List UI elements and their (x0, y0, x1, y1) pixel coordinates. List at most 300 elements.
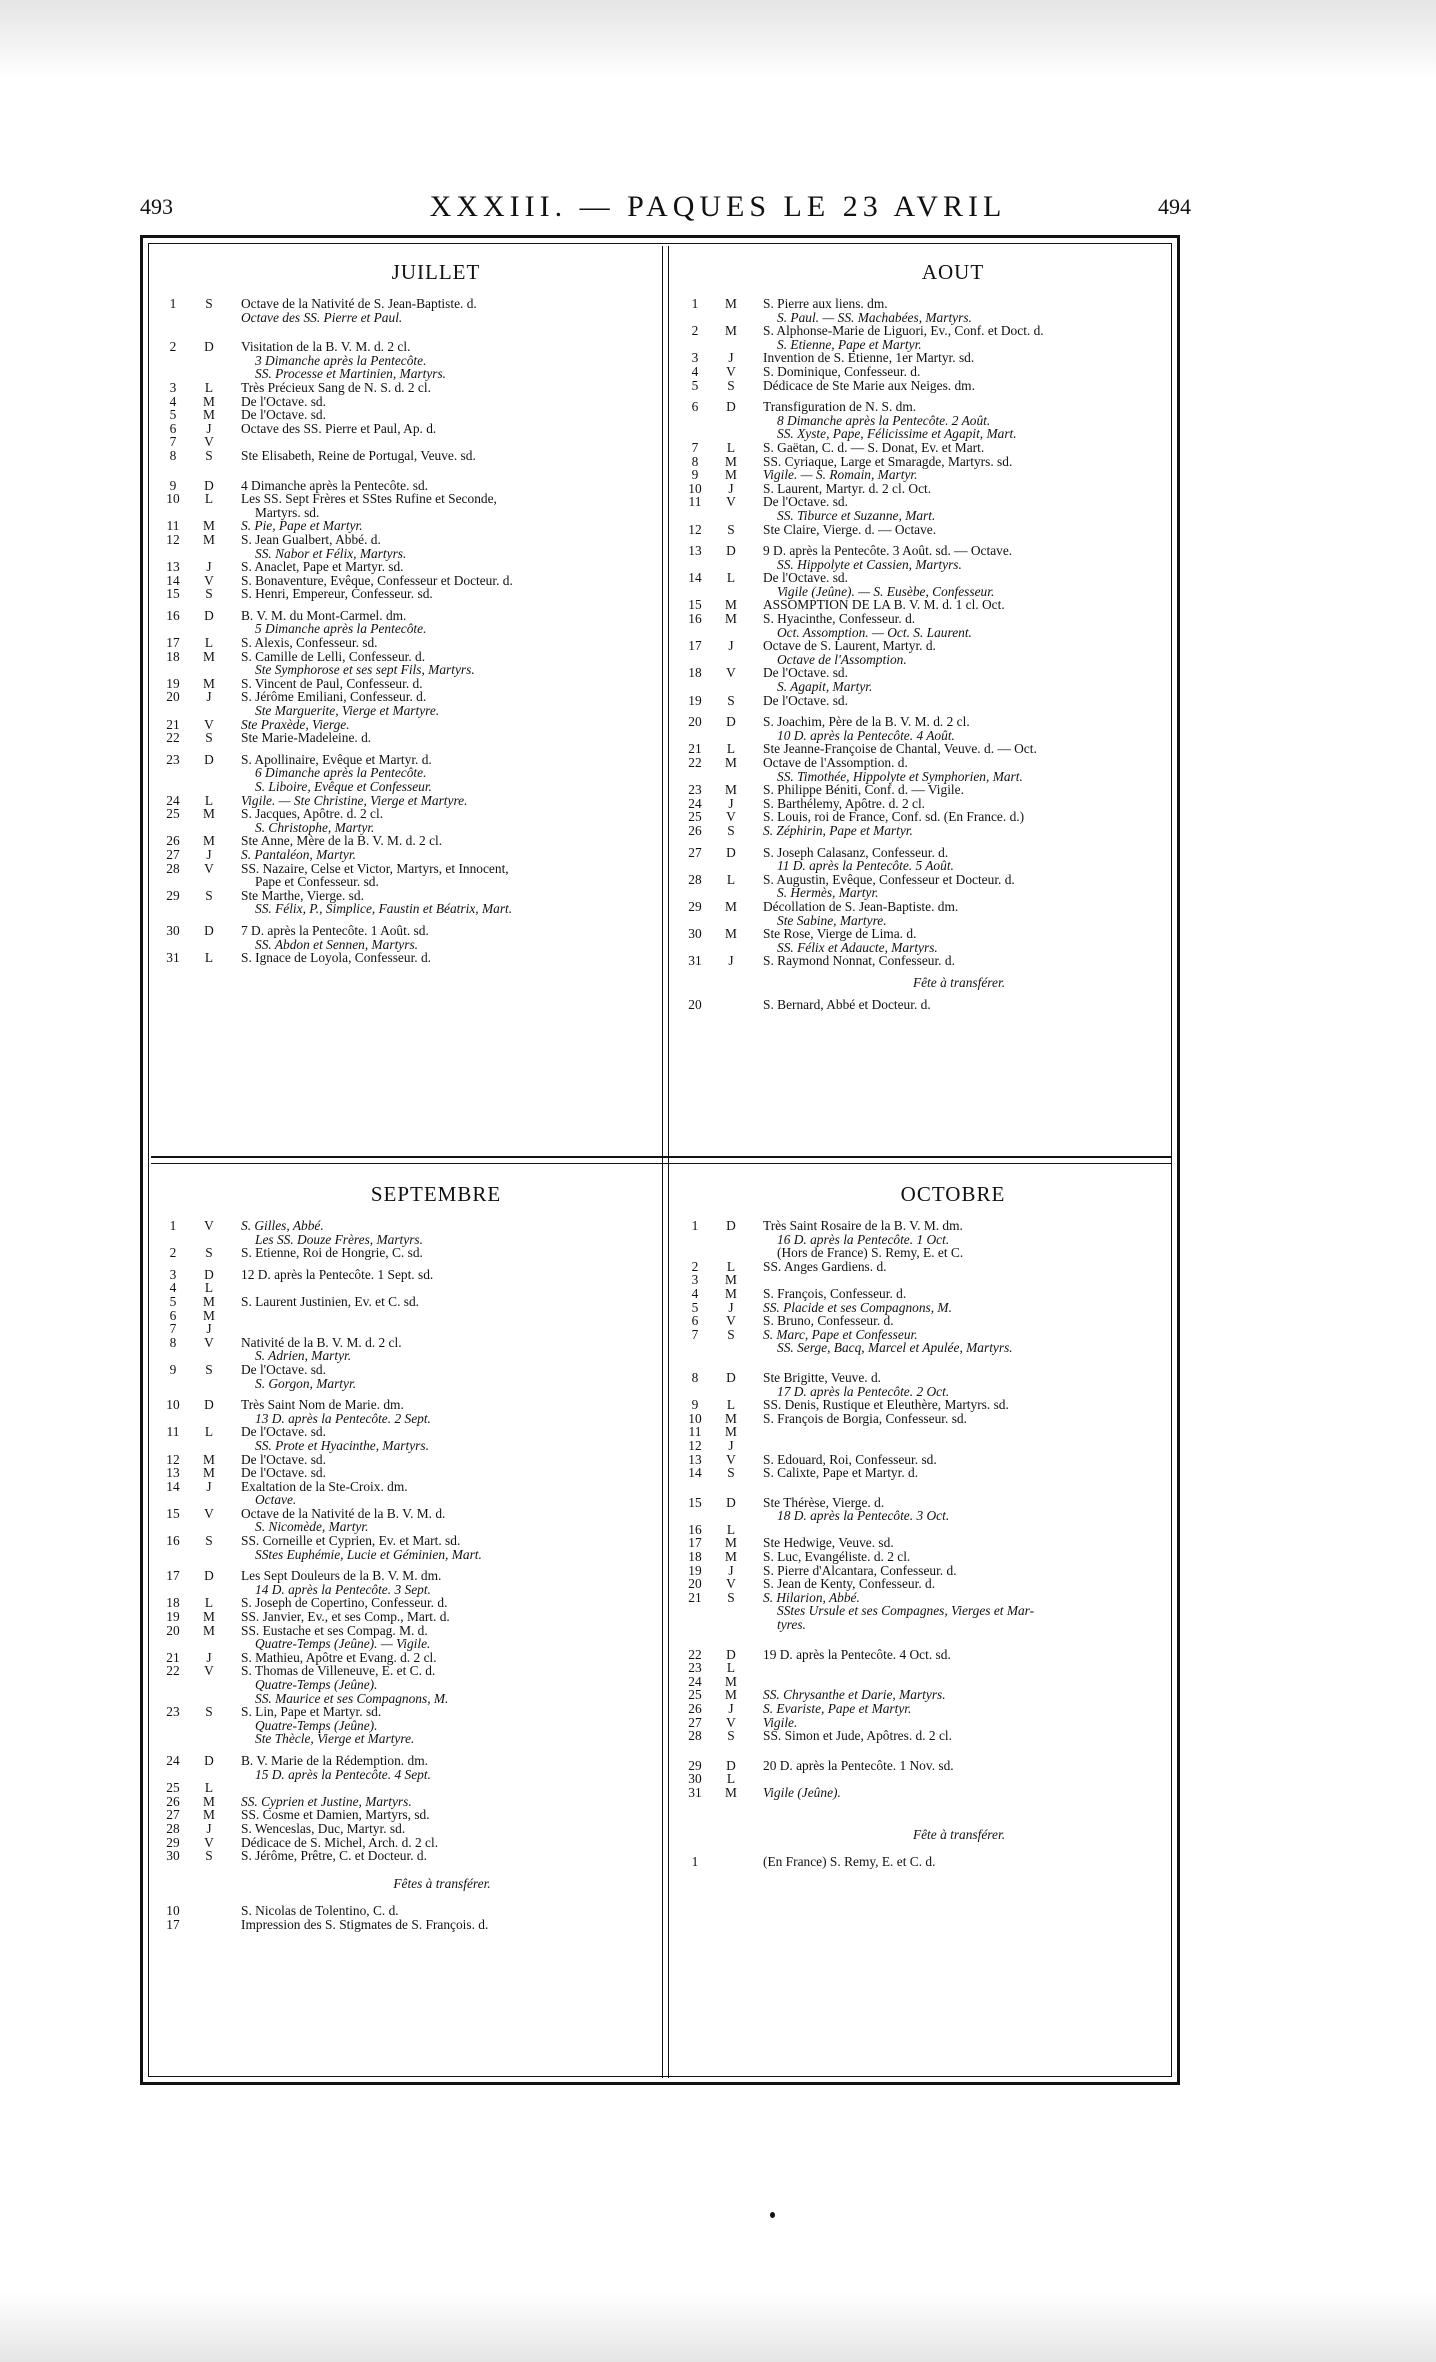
feast-text: Fêtes à transférer. (393, 1875, 491, 1891)
feast-text: S. Gaëtan, C. d. — S. Donat, Ev. et Mart. (763, 439, 985, 455)
day-number: 20 (166, 689, 180, 705)
day-number: 12 (166, 1451, 180, 1467)
calendar-row (151, 1425, 661, 1439)
calendar-row (151, 1412, 661, 1426)
weekday-letter: S (205, 586, 213, 602)
calendar-row (673, 1301, 1173, 1315)
day-number: 19 (688, 1562, 702, 1578)
calendar-row (673, 1398, 1173, 1412)
feast-text: S. Pantaléon, Martyr. (241, 846, 356, 862)
day-number: 23 (688, 1660, 702, 1676)
calendar-row (151, 1610, 661, 1624)
calendar-row (151, 1246, 661, 1260)
feast-text: S. Edouard, Roi, Confesseur. sd. (763, 1451, 937, 1467)
feast-text (223, 1309, 661, 1323)
calendar-row (673, 523, 1173, 537)
weekday-letter: J (728, 480, 734, 496)
calendar-row (673, 1385, 1173, 1399)
day-number: 7 (691, 1326, 699, 1342)
weekday-letter: D (726, 1757, 736, 1773)
calendar-row (151, 1678, 661, 1692)
feast-text: Quatre-Temps (Jeûne). (255, 1677, 378, 1692)
weekday-letter: J (206, 846, 212, 862)
day-number: 16 (688, 611, 702, 627)
weekday-letter (717, 338, 745, 352)
calendar-row (151, 479, 661, 493)
day-number: 13 (688, 1451, 702, 1467)
feast-text: SS. Denis, Rustique et Eleuthère, Martyrs. sd. (763, 1397, 1009, 1413)
calendar-row (151, 862, 661, 876)
weekday-letter: J (728, 638, 734, 654)
calendar-row (673, 1675, 1173, 1689)
feast-text: S. Bruno, Confesseur. d. (763, 1313, 894, 1329)
weekday-letter: S (727, 1589, 735, 1605)
month-title: SEPTEMBRE (370, 1182, 502, 1206)
day-number: 7 (169, 1321, 177, 1337)
feast-text: 20 D. après la Pentecôte. 1 Nov. sd. (763, 1757, 954, 1773)
calendar-row (151, 1548, 661, 1562)
calendar-row (673, 365, 1173, 379)
weekday-letter: J (206, 559, 212, 575)
row-spacer (673, 1743, 1173, 1751)
month-title: JUILLET (391, 260, 481, 284)
day-number: 2 (169, 339, 177, 355)
day-number: 10 (166, 1903, 180, 1919)
weekday-letter (195, 1732, 223, 1746)
weekday-letter: D (726, 714, 736, 730)
feast-text: S. Barthélemy, Apôtre. d. 2 cl. (763, 795, 926, 811)
day-number (673, 338, 717, 352)
feast-text: S. Alexis, Confesseur. sd. (241, 635, 378, 651)
day-number (151, 1768, 195, 1782)
calendar-row (673, 311, 1173, 325)
calendar-row (151, 821, 661, 835)
feast-text: Ste Hedwige, Veuve. sd. (763, 1535, 894, 1551)
feast-text: Dédicace de Ste Marie aux Neiges. dm. (763, 377, 975, 393)
day-number: 13 (688, 543, 702, 559)
day-number: 2 (169, 1245, 177, 1261)
feast-text: SStes Euphémie, Lucie et Géminien, Mart. (255, 1546, 482, 1562)
weekday-letter: V (204, 860, 214, 876)
day-number: 16 (166, 1533, 180, 1549)
day-number (151, 875, 195, 889)
feast-text: S. Jérôme, Prêtre, C. et Docteur. d. (241, 1848, 427, 1864)
day-number: 22 (688, 1646, 702, 1662)
weekday-letter: J (728, 1562, 734, 1578)
weekday-letter: M (203, 833, 215, 849)
weekday-letter: M (203, 1293, 215, 1309)
day-number (151, 622, 195, 636)
feast-text: Ste Symphorose et ses sept Fils, Martyrs. (255, 662, 475, 678)
feast-text: tyres. (777, 1617, 806, 1633)
day-number: 21 (166, 716, 180, 732)
day-number: 1 (691, 1218, 699, 1233)
feast-text: ASSOMPTION DE LA B. V. M. d. 1 cl. Oct. (763, 597, 1005, 613)
calendar-row (673, 1246, 1173, 1260)
calendar-row (673, 1661, 1173, 1675)
feast-text: S. Ignace de Loyola, Confesseur. d. (241, 950, 432, 966)
weekday-letter: M (725, 1687, 737, 1703)
weekday-letter: M (203, 531, 215, 547)
weekday-letter: D (726, 1218, 736, 1233)
weekday-letter: L (204, 379, 214, 395)
feast-text: Les Sept Douleurs de la B. V. M. dm. (241, 1568, 442, 1584)
weekday-letter: L (204, 635, 214, 651)
weekday-letter: L (726, 1771, 736, 1787)
weekday-letter: V (726, 1451, 736, 1467)
day-number: 20 (688, 714, 702, 730)
day-number (151, 780, 195, 794)
feast-text: S. Joseph de Copertino, Confesseur. d. (241, 1595, 448, 1611)
weekday-letter: S (205, 1704, 213, 1720)
weekday-letter: V (726, 809, 736, 825)
feast-text: S. Calixte, Pape et Martyr. d. (763, 1465, 919, 1481)
calendar-row (151, 492, 661, 506)
day-number: 10 (166, 491, 180, 507)
weekday-letter: L (726, 1397, 736, 1413)
weekday-letter: M (725, 1424, 737, 1440)
calendar-row (151, 690, 661, 704)
weekday-letter: J (206, 689, 212, 705)
row-spacer (151, 324, 661, 332)
row-spacer (673, 1632, 1173, 1640)
month-aout (673, 246, 1173, 1154)
day-number (673, 1828, 717, 1842)
day-number (673, 1341, 717, 1355)
calendar-row (151, 1795, 661, 1809)
feast-text: S. Evariste, Pape et Martyr. (763, 1701, 912, 1716)
calendar-row (673, 1439, 1173, 1453)
weekday-letter (195, 938, 223, 952)
weekday-letter: V (204, 434, 214, 450)
day-number: 9 (169, 477, 177, 493)
calendar-row (673, 810, 1173, 824)
day-number (151, 1349, 195, 1363)
weekday-letter (195, 1493, 223, 1507)
feast-text: SS. Félix, P., Simplice, Faustin et Béatrix, Mart. (255, 901, 513, 917)
feast-text: S. Camille de Lelli, Confesseur. d. (241, 648, 426, 664)
day-number: 24 (688, 1673, 702, 1689)
feast-text: S. Jacques, Apôtre. d. 2 cl. (241, 806, 384, 822)
feast-text: S. Etienne, Pape et Martyr. (777, 336, 922, 352)
feast-text: Transfiguration de N. S. dm. (763, 399, 917, 415)
day-number: 4 (169, 1280, 177, 1296)
weekday-letter (195, 506, 223, 520)
weekday-letter: D (726, 399, 736, 415)
feast-text: Très Saint Nom de Marie. dm. (241, 1397, 404, 1413)
calendar-row (151, 1918, 661, 1932)
calendar-row (151, 547, 661, 561)
calendar-row (151, 731, 661, 745)
weekday-letter (195, 704, 223, 718)
day-number: 18 (688, 665, 702, 681)
day-number: 26 (688, 1701, 702, 1716)
day-number: 20 (166, 1622, 180, 1638)
day-number: 26 (688, 822, 702, 838)
day-number: 3 (169, 379, 177, 395)
feast-text (745, 1425, 1173, 1439)
calendar-row (673, 886, 1173, 900)
calendar-row (673, 626, 1173, 640)
day-number: 17 (688, 638, 702, 654)
feast-text: S. Hermès, Martyr. (777, 885, 879, 901)
calendar-row (151, 1692, 661, 1706)
calendar-row (151, 875, 661, 889)
weekday-letter: S (205, 1533, 213, 1549)
calendar-row (151, 449, 661, 463)
weekday-letter: D (204, 1568, 214, 1584)
feast-text: SS. Janvier, Ev., et ses Comp., Mart. d. (241, 1609, 450, 1625)
feast-text: De l'Octave. sd. (241, 393, 326, 409)
feast-text: S. Apollinaire, Evêque et Martyr. d. (241, 751, 432, 767)
calendar-row (673, 1577, 1173, 1591)
feast-text: (En France) S. Remy, E. et C. d. (763, 1854, 936, 1870)
day-number: 6 (169, 420, 177, 436)
weekday-letter: V (204, 1663, 214, 1679)
feast-text: S. Christophe, Martyr. (255, 819, 375, 835)
day-number: 19 (166, 1609, 180, 1625)
day-number: 24 (166, 792, 180, 808)
feast-text: S. Paul. — SS. Machabées, Martyrs. (777, 309, 972, 325)
day-number (151, 1548, 195, 1562)
day-number: 31 (166, 950, 180, 966)
feast-text: De l'Octave. sd. (763, 494, 848, 510)
calendar-row (673, 1233, 1173, 1247)
calendar-row (151, 367, 661, 381)
day-number: 13 (166, 559, 180, 575)
calendar-row (673, 927, 1173, 941)
day-number: 4 (169, 393, 177, 409)
day-number: 23 (166, 751, 180, 767)
weekday-letter (717, 914, 745, 928)
calendar-row (673, 783, 1173, 797)
feast-text: SS. Anges Gardiens. d. (763, 1258, 887, 1274)
calendar-row (151, 1520, 661, 1534)
weekday-letter: M (725, 1549, 737, 1565)
weekday-letter: J (728, 953, 734, 969)
day-number: 7 (691, 439, 699, 455)
calendar-row (673, 756, 1173, 770)
feast-text: De l'Octave. sd. (241, 1361, 326, 1377)
feast-text: SS. Serge, Bacq, Marcel et Apulée, Martyrs. (777, 1340, 1013, 1356)
weekday-letter (195, 1233, 223, 1247)
weekday-letter (717, 1509, 745, 1523)
row-spacer (673, 1814, 1173, 1828)
feast-text: 14 D. après la Pentecôte. 3 Sept. (255, 1581, 431, 1597)
weekday-letter: V (726, 665, 736, 681)
calendar-row (151, 354, 661, 368)
day-number (673, 427, 717, 441)
day-number: 23 (688, 782, 702, 798)
calendar-row (151, 1822, 661, 1836)
day-number: 17 (166, 635, 180, 651)
weekday-letter: V (726, 363, 736, 379)
feast-text: Pape et Confesseur. sd. (255, 874, 379, 890)
day-number: 15 (688, 597, 702, 613)
calendar-row (151, 794, 661, 808)
calendar-row (151, 1624, 661, 1638)
day-number: 14 (688, 1465, 702, 1481)
ink-dot (770, 2212, 775, 2218)
page-number-right: 494 (1158, 194, 1191, 219)
feast-text: S. Bonaventure, Evêque, Confesseur et Docteur. d. (241, 572, 513, 588)
day-number: 20 (688, 996, 702, 1012)
day-number: 1 (169, 1218, 177, 1233)
calendar-row (673, 1716, 1173, 1730)
feast-text: S. Jean de Kenty, Confesseur. d. (763, 1576, 936, 1592)
day-number: 23 (166, 1704, 180, 1720)
day-number: 11 (688, 494, 702, 510)
feast-text: Visitation de la B. V. M. d. 2 cl. (241, 339, 411, 355)
feast-text: De l'Octave. sd. (763, 692, 848, 708)
day-number (673, 585, 717, 599)
weekday-letter (195, 1548, 223, 1562)
feast-text: Quatre-Temps (Jeûne). — Vigile. (255, 1636, 431, 1652)
feast-text: S. Joachim, Père de la B. V. M. d. 2 cl. (763, 714, 970, 730)
feast-text: S. Hyacinthe, Confesseur. d. (763, 611, 916, 627)
calendar-row (151, 622, 661, 636)
weekday-letter: J (206, 420, 212, 436)
calendar-row (151, 1768, 661, 1782)
feast-text: 3 Dimanche après la Pentecôte. (255, 352, 427, 368)
weekday-letter: M (203, 1609, 215, 1625)
feast-text: Octave des SS. Pierre et Paul. (241, 309, 403, 325)
calendar-row (151, 718, 661, 732)
day-number (673, 311, 717, 325)
day-number: 30 (166, 1848, 180, 1864)
day-number: 28 (688, 871, 702, 887)
weekday-letter: D (726, 543, 736, 559)
month-title: AOUT (921, 260, 985, 284)
weekday-letter (717, 414, 745, 428)
day-number (151, 1520, 195, 1534)
weekday-letter: D (726, 844, 736, 860)
day-number: 30 (688, 1771, 702, 1787)
day-number: 22 (166, 1663, 180, 1679)
day-number: 14 (166, 572, 180, 588)
day-number (151, 1877, 195, 1891)
day-number: 21 (688, 741, 702, 757)
calendar-row (151, 587, 661, 601)
day-number: 15 (688, 1494, 702, 1510)
feast-text: 4 Dimanche après la Pentecôte. sd. (241, 477, 429, 493)
weekday-letter: S (205, 1848, 213, 1864)
day-number (151, 766, 195, 780)
calendar-row (151, 381, 661, 395)
day-number: 5 (169, 407, 177, 423)
feast-text: 13 D. après la Pentecôte. 2 Sept. (255, 1410, 431, 1426)
weekday-letter: D (726, 1646, 736, 1662)
weekday-letter (195, 1520, 223, 1534)
feast-text: Ste Praxède, Vierge. (241, 716, 350, 732)
weekday-letter (195, 1719, 223, 1733)
weekday-letter (195, 1439, 223, 1453)
day-number: 1 (169, 296, 177, 311)
feast-text: S. Vincent de Paul, Confesseur. d. (241, 675, 423, 691)
day-number (673, 653, 717, 667)
weekday-letter (717, 558, 745, 572)
weekday-letter: J (206, 1820, 212, 1836)
page-number-left: 493 (140, 194, 173, 219)
row-spacer (151, 601, 661, 609)
day-number: 20 (688, 1576, 702, 1592)
weekday-letter: V (204, 1334, 214, 1350)
feast-text: S. François de Borgia, Confesseur. sd. (763, 1410, 967, 1426)
weekday-letter: M (725, 597, 737, 613)
row-spacer (151, 1390, 661, 1398)
day-number (151, 1412, 195, 1426)
weekday-letter (195, 1918, 223, 1932)
feast-text: Ste Brigitte, Veuve. d. (763, 1369, 882, 1385)
page-title: XXXIII. — PAQUES LE 23 AVRIL (429, 190, 1007, 223)
calendar-row (151, 1808, 661, 1822)
calendar-row (673, 680, 1173, 694)
weekday-letter: L (726, 741, 736, 757)
calendar-row (673, 797, 1173, 811)
weekday-letter: V (204, 716, 214, 732)
day-number (673, 941, 717, 955)
day-number: 18 (166, 648, 180, 664)
month-title: OCTOBRE (900, 1182, 1006, 1206)
weekday-letter: J (728, 1437, 734, 1453)
feast-text (745, 1273, 1173, 1287)
feast-text: S. Nicolas de Tolentino, C. d. (241, 1903, 399, 1919)
transfer-heading (151, 1877, 661, 1891)
feast-text: 18 D. après la Pentecôte. 3 Oct. (777, 1508, 950, 1524)
weekday-letter: M (203, 407, 215, 423)
feast-text: SS. Timothée, Hippolyte et Symphorien, Mart. (777, 768, 1023, 784)
day-number: 27 (688, 844, 702, 860)
day-number: 1 (691, 1854, 699, 1870)
weekday-letter (195, 311, 223, 325)
calendar-row (673, 1314, 1173, 1328)
calendar-row (151, 766, 661, 780)
feast-text: Oct. Assomption. — Oct. S. Laurent. (777, 624, 972, 640)
weekday-letter (717, 1855, 745, 1869)
weekday-letter (195, 902, 223, 916)
weekday-letter: L (204, 1280, 214, 1296)
weekday-letter (717, 941, 745, 955)
day-number: 8 (691, 1369, 699, 1385)
weekday-letter: M (203, 393, 215, 409)
feast-text: S. Philippe Béniti, Conf. d. — Vigile. (763, 782, 964, 798)
feast-text: S. Nicomède, Martyr. (255, 1519, 369, 1535)
calendar-row (151, 636, 661, 650)
day-number (151, 938, 195, 952)
feast-text (223, 1281, 661, 1295)
calendar-row (151, 1309, 661, 1323)
day-number: 26 (166, 833, 180, 849)
feast-text: De l'Octave. sd. (241, 1451, 326, 1467)
calendar-row (151, 560, 661, 574)
day-number: 27 (166, 1807, 180, 1823)
weekday-letter: D (204, 1397, 214, 1413)
feast-text: Ste Rose, Vierge de Lima. d. (763, 926, 917, 942)
calendar-row (673, 482, 1173, 496)
calendar-row (673, 1287, 1173, 1301)
weekday-letter (717, 585, 745, 599)
calendar-row (673, 571, 1173, 585)
weekday-letter: M (203, 518, 215, 534)
calendar-row (673, 824, 1173, 838)
weekday-letter (195, 367, 223, 381)
feast-text: S. Jean Gualbert, Abbé. d. (241, 531, 381, 547)
feast-text: Ste Jeanne-Françoise de Chantal, Veuve. d. — Oct. (763, 741, 1037, 757)
weekday-letter (717, 1246, 745, 1260)
weekday-letter (195, 1692, 223, 1706)
feast-text: Octave de l'Assomption. d. (763, 755, 908, 770)
weekday-letter: L (204, 1595, 214, 1611)
